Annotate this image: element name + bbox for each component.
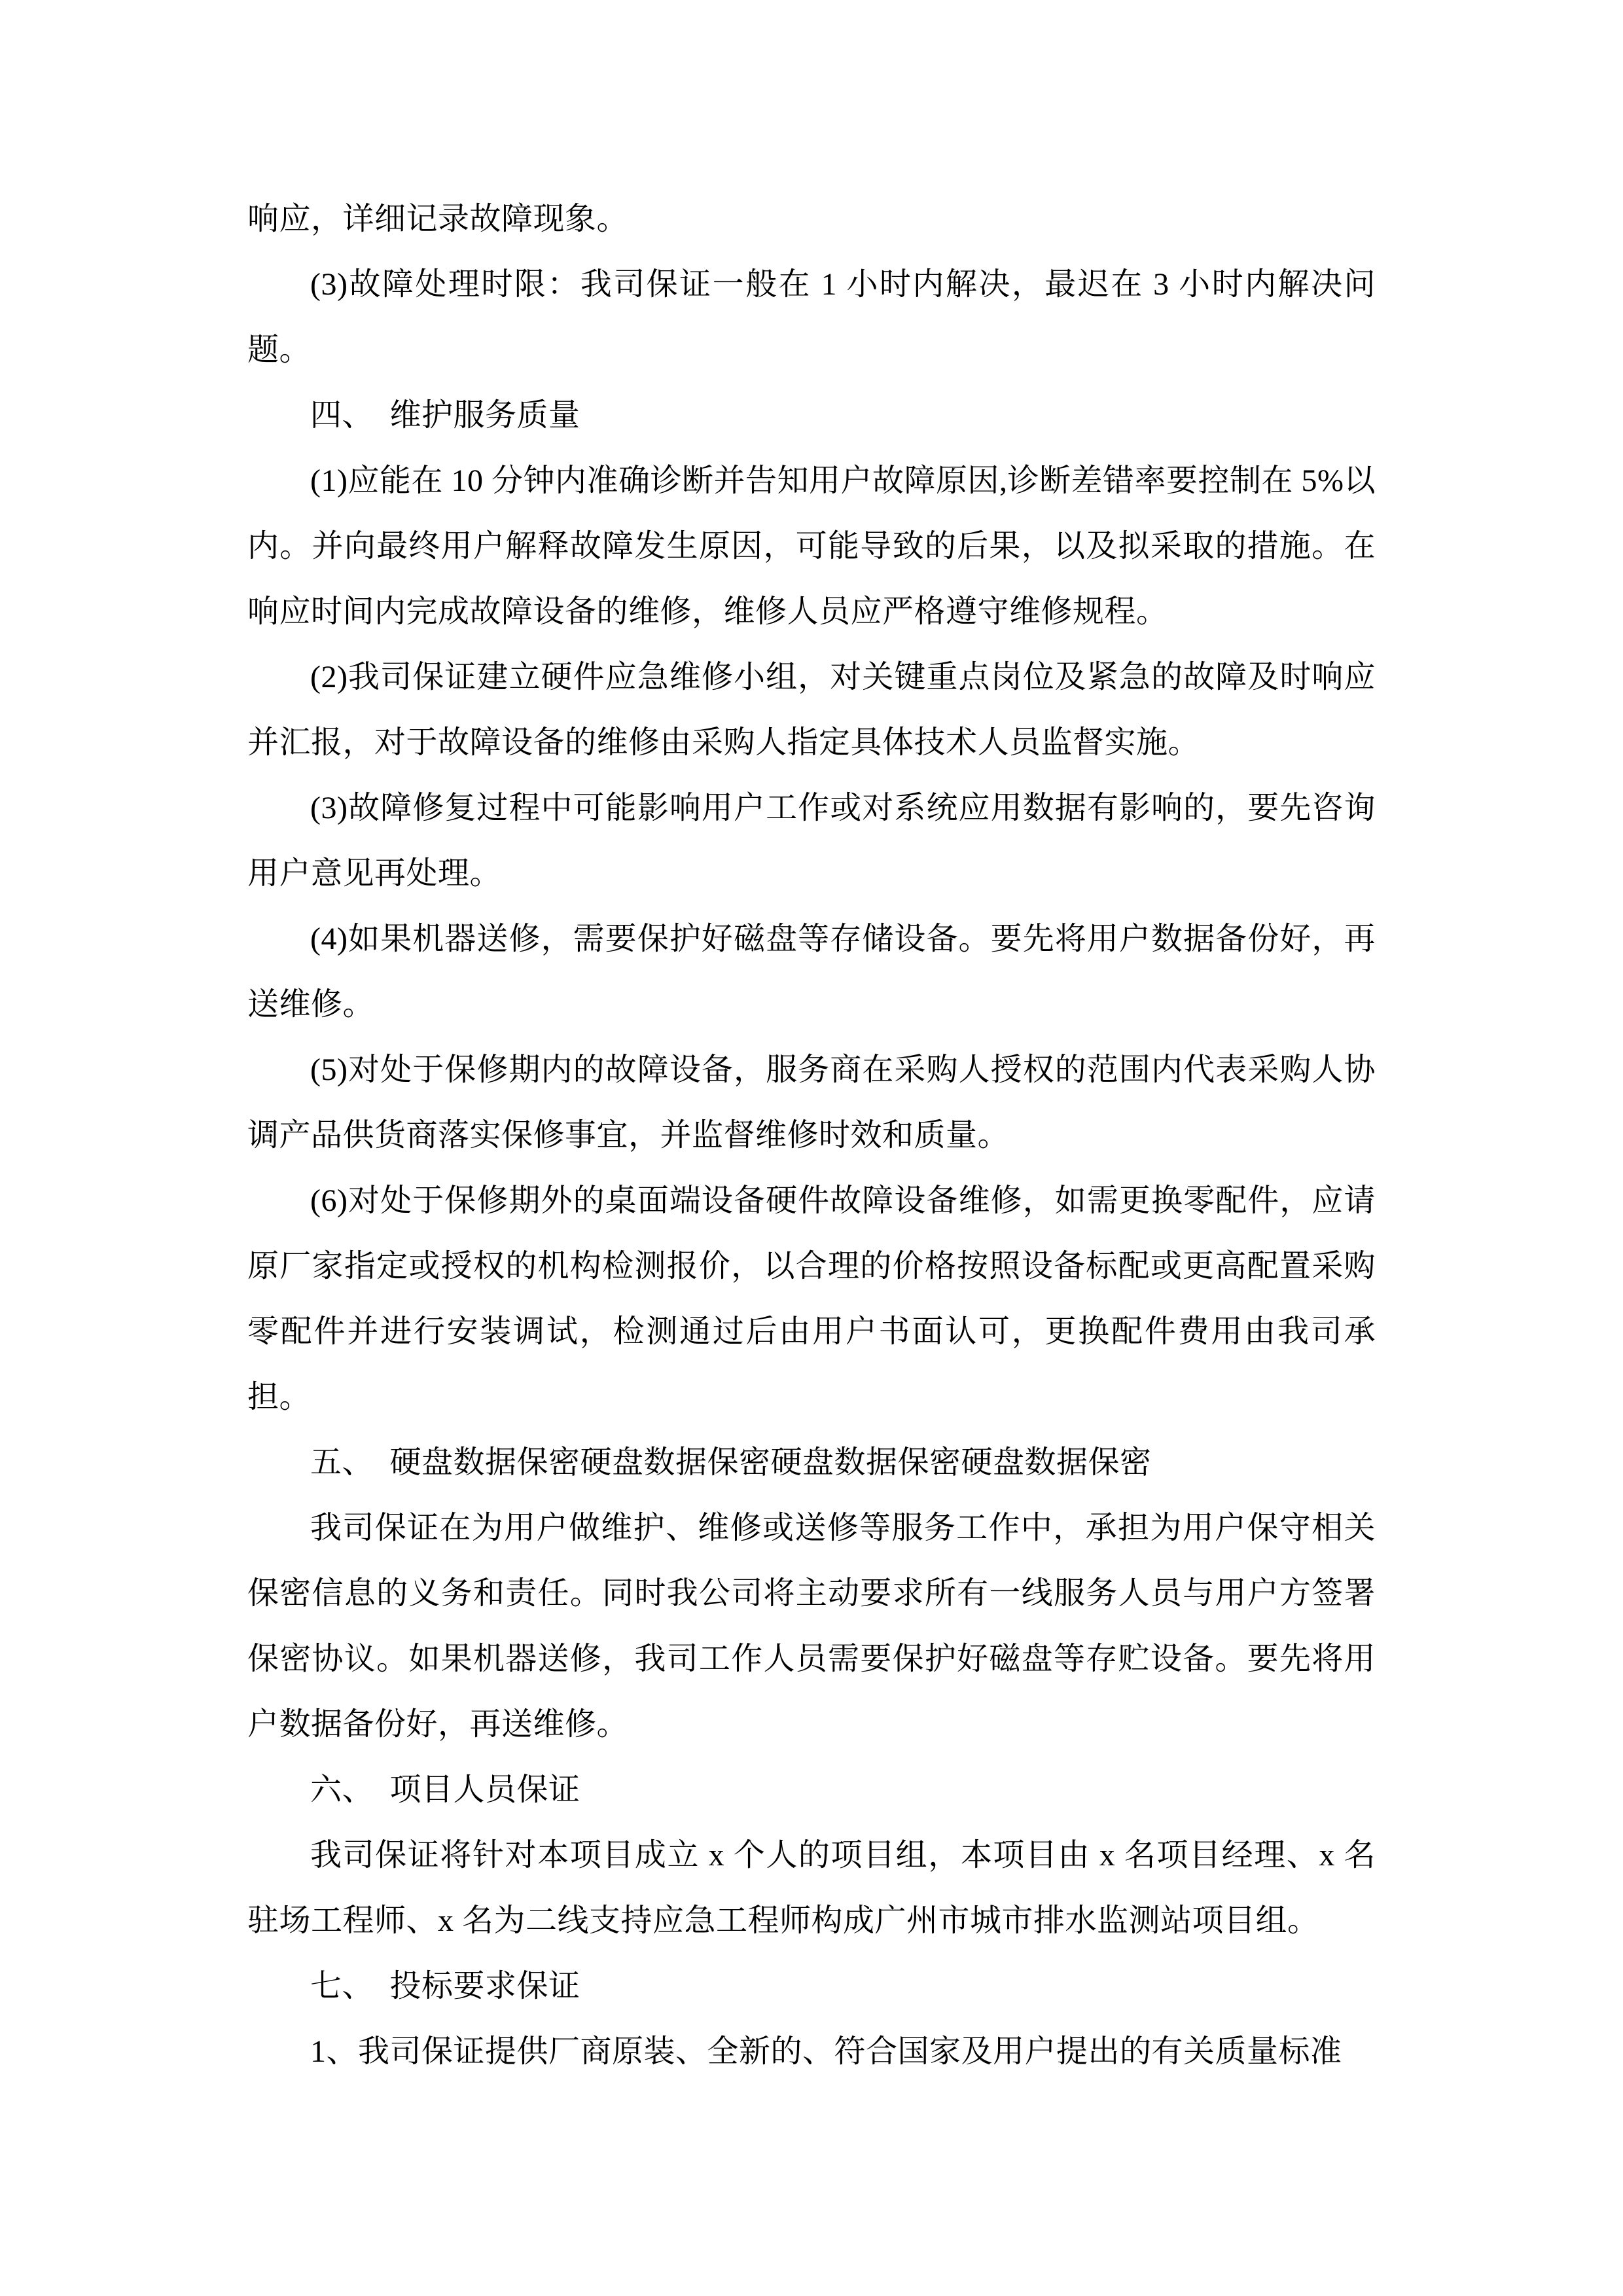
paragraph-item-5: (5)对处于保修期内的故障设备，服务商在采购人授权的范围内代表采购人协调产品供货商落实保修事宜，并监督维修时效和质量。 [247,1052,1376,1153]
section-heading-4: 四、 维护服务质量 [310,398,580,433]
section-heading-6: 六、 项目人员保证 [310,1772,580,1807]
section-heading-5: 五、 硬盘数据保密硬盘数据保密硬盘数据保密硬盘数据保密 [310,1445,1152,1480]
paragraph-continuation: 响应，详细记录故障现象。 [247,202,629,236]
document-body [247,187,1376,2085]
paragraph-item-3-time-limit: (3)故障处理时限：我司保证一般在 1 小时内解决，最迟在 3 小时内解决问题。 [247,267,1376,367]
paragraph-item-6: (6)对处于保修期外的桌面端设备硬件故障设备维修，如需更换零配件，应请原厂家指定或授权的机构检测报价，以合理的价格按照设备标配或更高配置采购零配件并进行安装调试，检测通过后由用户书面认可，更换配件费用由我司承担。 [247,1183,1376,1414]
paragraph-confidentiality: 我司保证在为用户做维护、维修或送修等服务工作中，承担为用户保守相关保密信息的义务和责任。同时我公司将主动要求所有一线服务人员与用户方签署保密协议。如果机器送修，我司工作人员需要保护好磁盘等存贮设备。要先将用户数据备份好，再送维修。 [247,1511,1376,1742]
paragraph-item-1: (1)应能在 10 分钟内准确诊断并告知用户故障原因,诊断差错率要控制在 5%以内。并向最终用户解释故障发生原因，可能导致的后果，以及拟采取的措施。在响应时间内完成故障设备的维修，维修人员应严格遵守维修规程。 [247,463,1376,629]
section-heading-7: 七、 投标要求保证 [310,1969,580,2003]
paragraph-item-4: (4)如果机器送修，需要保护好磁盘等存储设备。要先将用户数据备份好，再送维修。 [247,922,1376,1022]
paragraph-bid-requirement: 1、我司保证提供厂商原装、全新的、符合国家及用户提出的有关质量标准 [310,2034,1342,2069]
paragraph-item-2: (2)我司保证建立硬件应急维修小组，对关键重点岗位及紧急的故障及时响应并汇报，对于故障设备的维修由采购人指定具体技术人员监督实施。 [247,660,1376,760]
paragraph-project-staff: 我司保证将针对本项目成立 x 个人的项目组，本项目由 x 名项目经理、x 名驻场工程师、x 名为二线支持应急工程师构成广州市城市排水监测站项目组。 [247,1838,1376,1938]
paragraph-item-3: (3)故障修复过程中可能影响用户工作或对系统应用数据有影响的，要先咨询用户意见再处理。 [247,791,1376,891]
